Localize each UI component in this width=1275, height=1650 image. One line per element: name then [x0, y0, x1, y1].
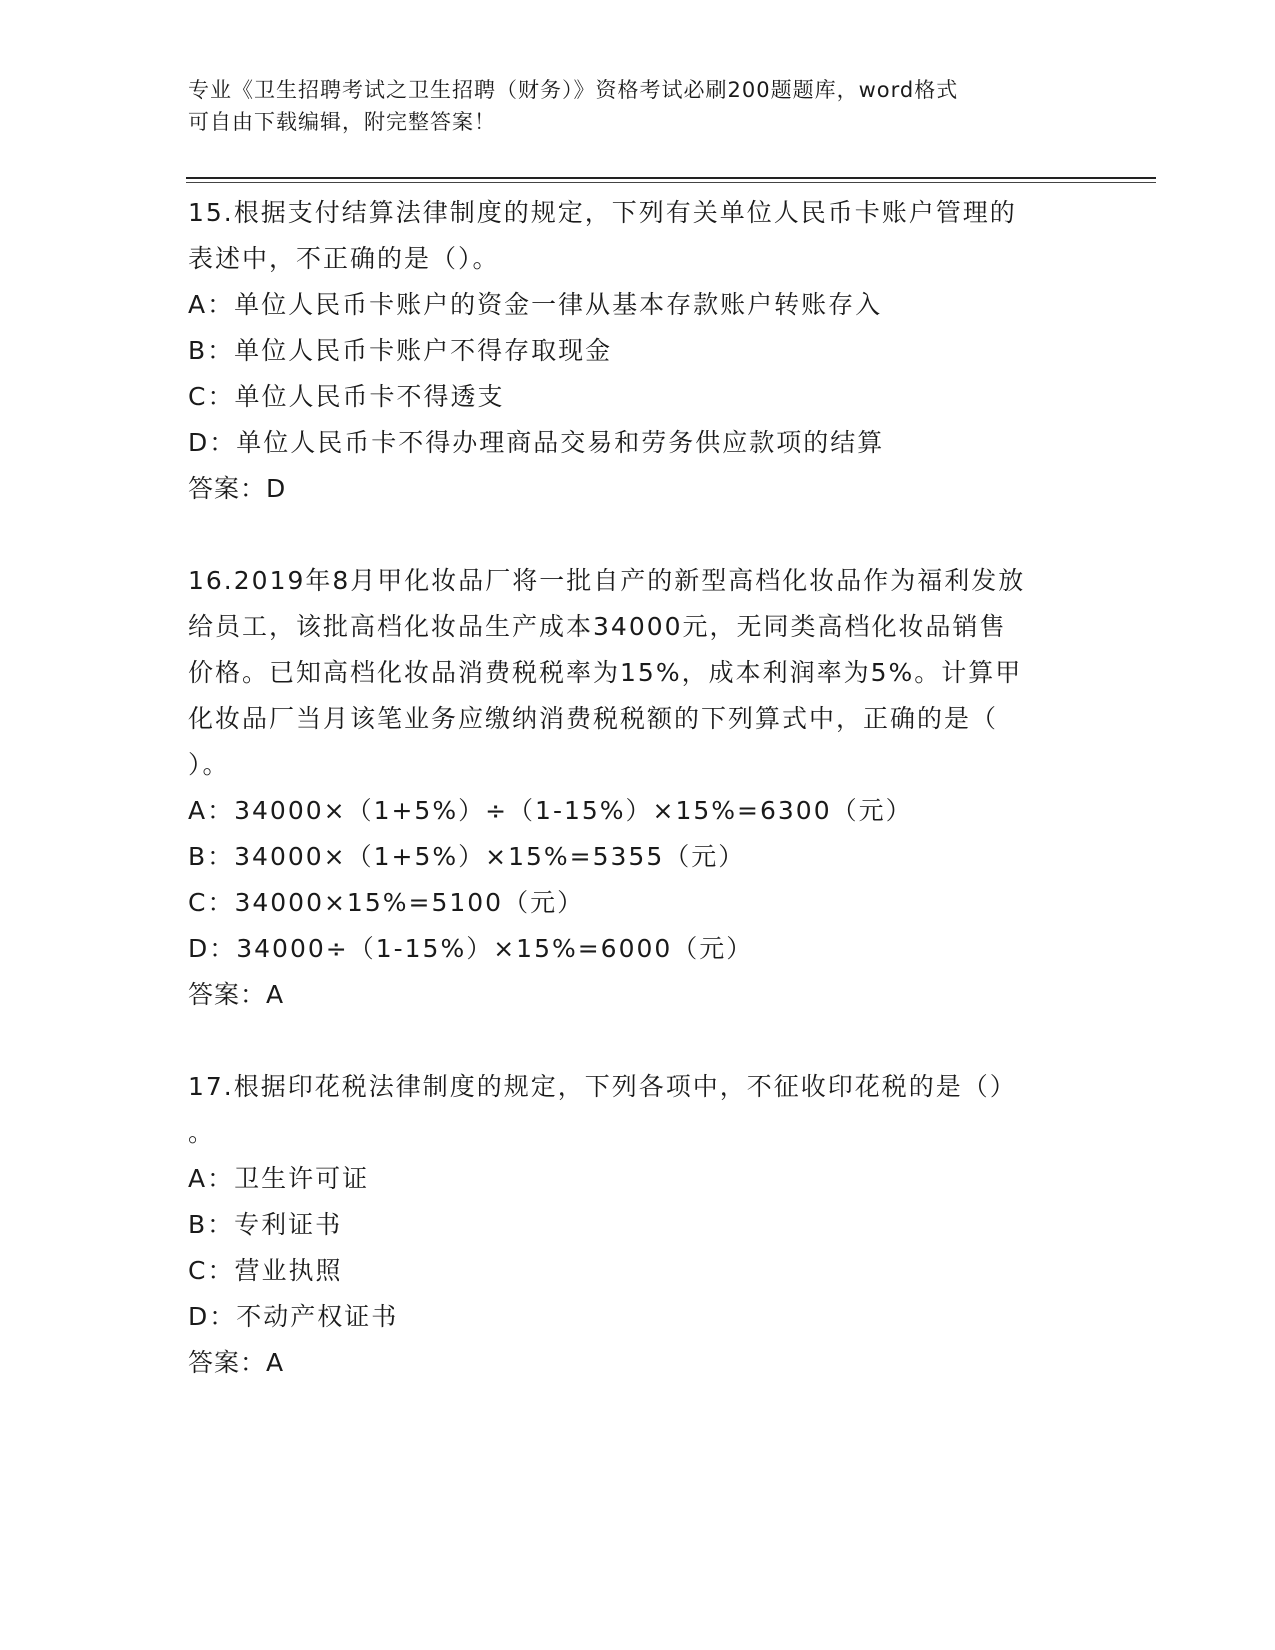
header-line-1: 专业《卫生招聘考试之卫生招聘（财务）》资格考试必刷200题题库，word格式 — [188, 78, 959, 102]
question-spacer — [188, 512, 1088, 558]
question-stem-line: 17.根据印花税法律制度的规定，下列各项中，不征收印花税的是（） — [188, 1072, 1017, 1101]
answer-line: 答案：A — [188, 980, 285, 1009]
question-stem-line: 16.2019年8月甲化妆品厂将一批自产的新型高档化妆品作为福利发放 — [188, 566, 1026, 595]
option-d: D：不动产权证书 — [188, 1302, 399, 1331]
option-b: B：专利证书 — [188, 1210, 343, 1239]
option-c: C：营业执照 — [188, 1256, 343, 1285]
header-line-2: 可自由下载编辑，附完整答案！ — [188, 110, 496, 134]
question-16 — [188, 558, 1088, 1018]
option-b: B：34000×（1+5%）×15%=5355（元） — [188, 842, 746, 871]
header-divider-thin — [186, 182, 1156, 183]
question-15 — [188, 190, 1088, 512]
header-divider-thick — [186, 177, 1156, 179]
option-c: C：34000×15%=5100（元） — [188, 888, 585, 917]
option-a: A：单位人民币卡账户的资金一律从基本存款账户转账存入 — [188, 290, 883, 319]
question-stem-line: 15.根据支付结算法律制度的规定，下列有关单位人民币卡账户管理的 — [188, 198, 1017, 227]
question-stem-line: 表述中，不正确的是（）。 — [188, 244, 500, 273]
option-a: A：34000×（1+5%）÷（1-15%）×15%=6300（元） — [188, 796, 913, 825]
question-stem-line: 化妆品厂当月该笔业务应缴纳消费税税额的下列算式中，正确的是（ — [188, 704, 999, 733]
question-stem-line: 。 — [188, 1118, 216, 1147]
option-b: B：单位人民币卡账户不得存取现金 — [188, 336, 613, 365]
question-stem-line: ）。 — [188, 750, 230, 779]
question-stem-line: 给员工，该批高档化妆品生产成本34000元，无同类高档化妆品销售 — [188, 612, 1007, 641]
question-stem-line: 价格。已知高档化妆品消费税税率为15%，成本利润率为5%。计算甲 — [188, 658, 1023, 687]
answer-line: 答案：A — [188, 1348, 285, 1377]
option-c: C：单位人民币卡不得透支 — [188, 382, 505, 411]
question-list — [188, 190, 1088, 1386]
question-spacer — [188, 1018, 1088, 1064]
document-header — [188, 74, 1088, 138]
option-d: D：34000÷（1-15%）×15%=6000（元） — [188, 934, 754, 963]
answer-line: 答案：D — [188, 474, 287, 503]
option-a: A：卫生许可证 — [188, 1164, 370, 1193]
option-d: D：单位人民币卡不得办理商品交易和劳务供应款项的结算 — [188, 428, 885, 457]
question-17 — [188, 1064, 1088, 1386]
